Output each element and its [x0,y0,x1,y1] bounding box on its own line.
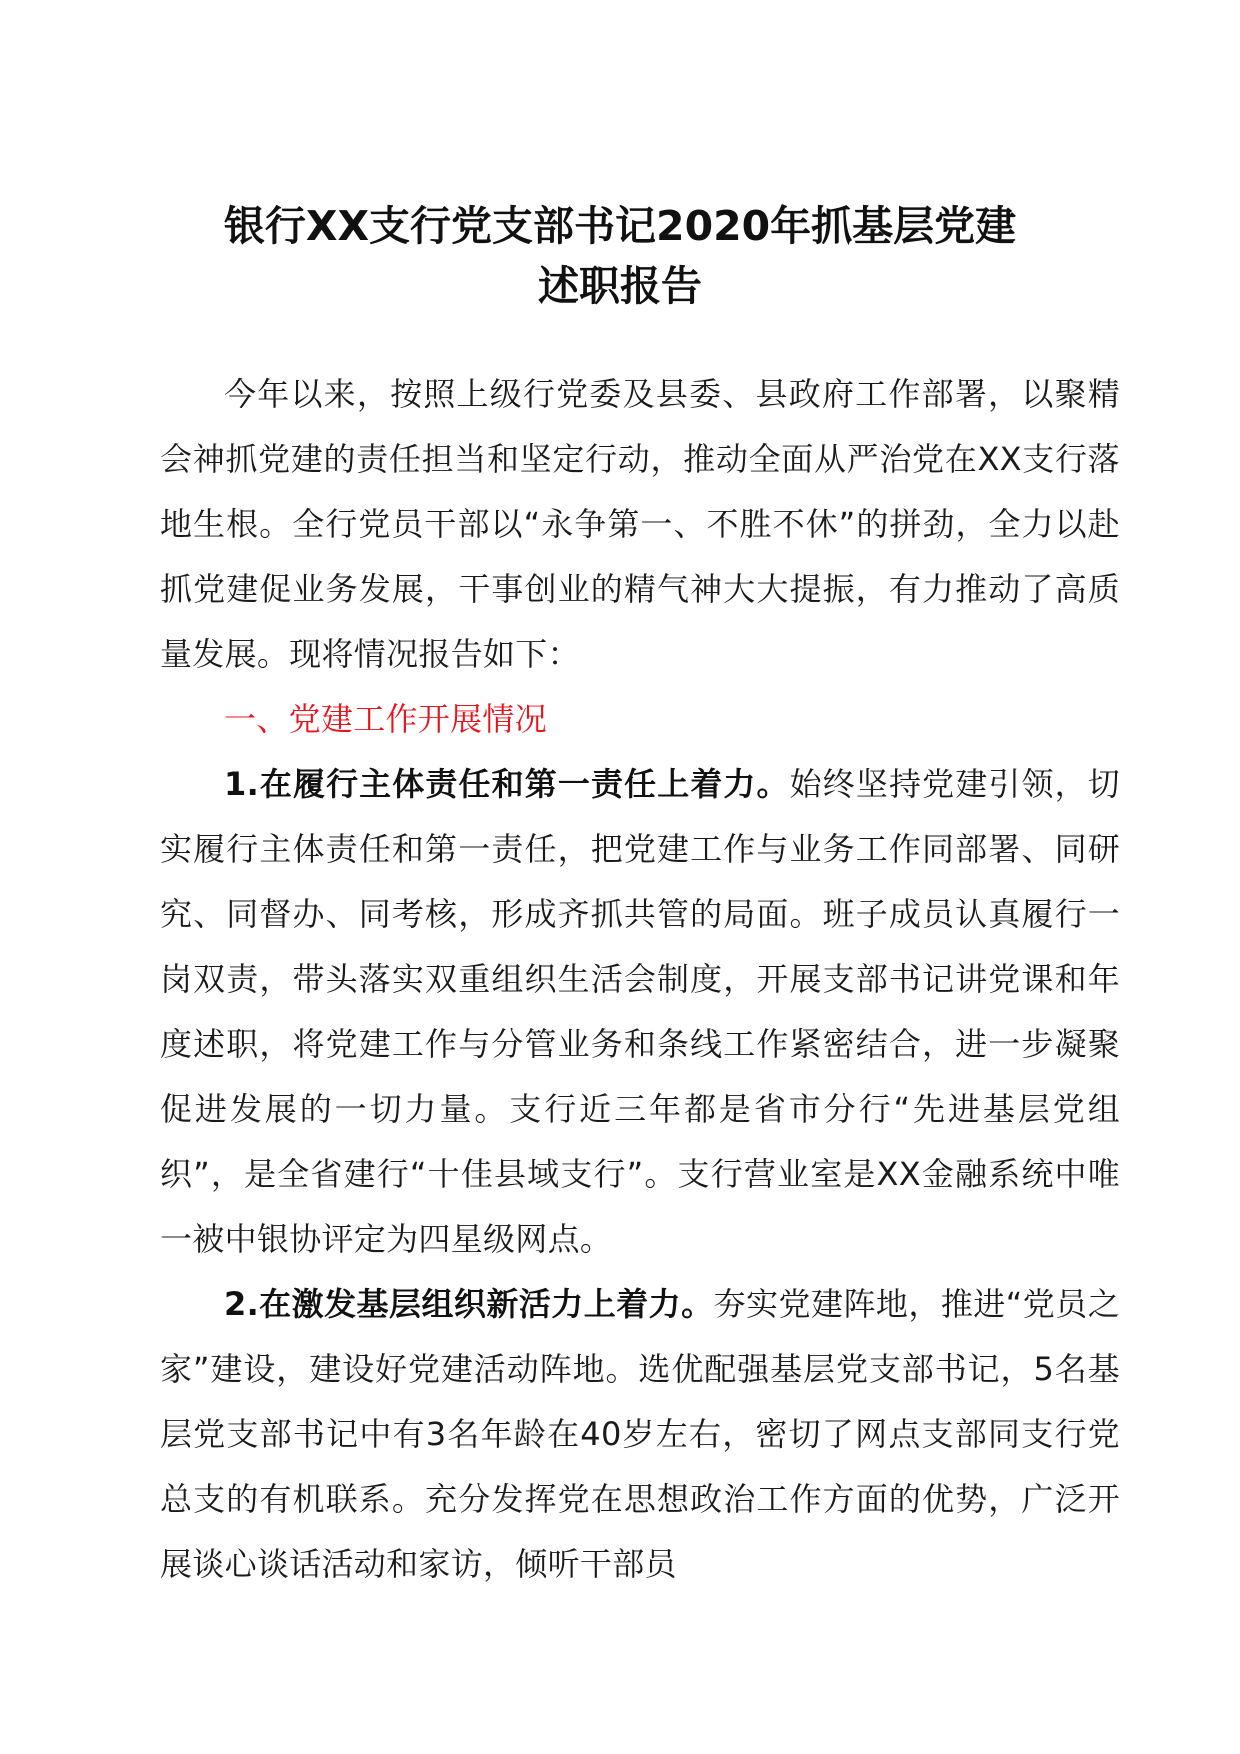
document-body [160,362,1120,1597]
section-heading: 一、党建工作开展情况 [224,700,548,738]
document-title [140,196,1100,316]
title-line-1: 银行XX支行党支部书记2020年抓基层党建 [223,202,1017,250]
title-line-2: 述职报告 [538,262,702,310]
intro-paragraph: 今年以来，按照上级行党委及县委、县政府工作部署，以聚精会神抓党建的责任担当和坚定行动，推动全面从严治党在XX支行落地生根。全行党员干部以“永争第一、不胜不休”的拼劲，全力以赴抓党建促业务发展，干事创业的精气神大大提振，有力推动了高质量发展。现将情况报告如下： [160,375,1120,673]
item-1-body: 始终坚持党建引领，切实履行主体责任和第一责任，把党建工作与业务工作同部署、同研究、同督办、同考核，形成齐抓共管的局面。班子成员认真履行一岗双责，带头落实双重组织生活会制度，开展支部书记讲党课和年度述职，将党建工作与分管业务和条线工作紧密结合，进一步凝聚促进发展的一切力量。支行近三年都是省市分行“先进基层党组织”，是全省建行“十佳县域支行”。支行营业室是XX金融系统中唯一被中银协评定为四星级网点。 [160,765,1120,1258]
item-1-paragraph [160,752,1120,1272]
item-2-lead: 2.在激发基层组织新活力上着力。 [224,1285,714,1323]
item-2-paragraph [160,1272,1120,1597]
item-2-body: 夯实党建阵地，推进“党员之家”建设，建设好党建活动阵地。选优配强基层党支部书记，5名基层党支部书记中有3名年龄在40岁左右，密切了网点支部同支行党总支的有机联系。充分发挥党在思想政治工作方面的优势，广泛开展谈心谈话活动和家访，倾听干部员 [160,1285,1120,1583]
item-1-lead: 1.在履行主体责任和第一责任上着力。 [224,765,790,803]
